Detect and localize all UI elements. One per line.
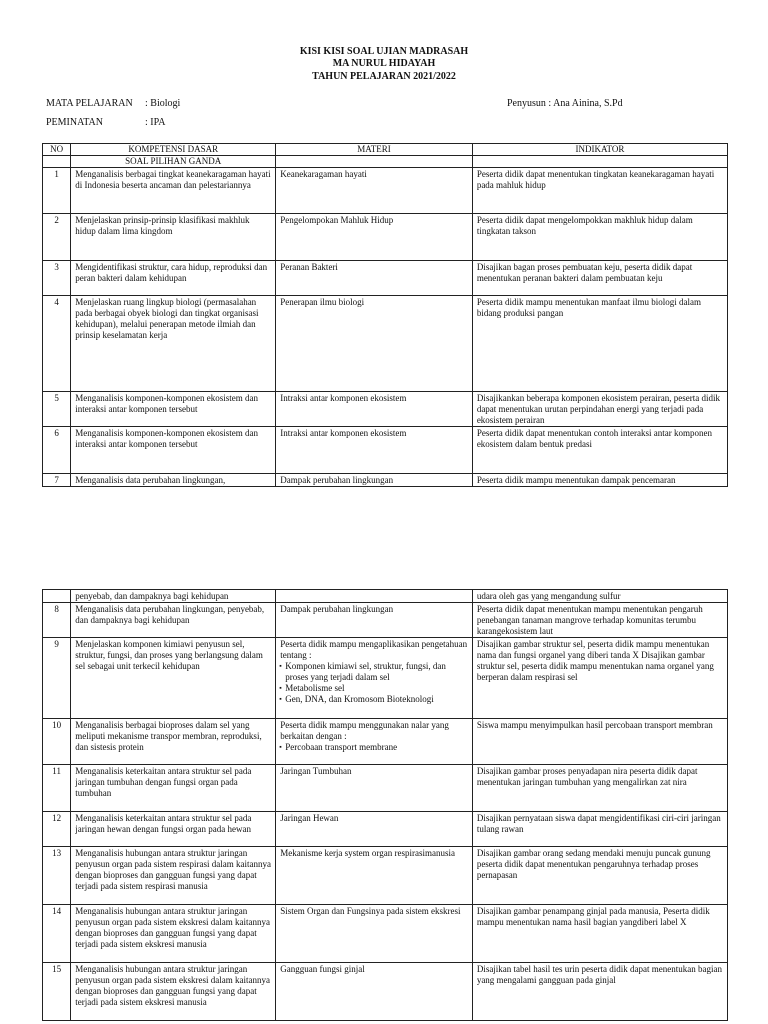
table-row xyxy=(43,474,728,487)
row-kd: Menganalisis berbagai tingkat keanekaragaman hayati di Indonesia beserta ancaman dan pelestariannya xyxy=(71,168,276,214)
table-row xyxy=(43,427,728,474)
header-materi: MATERI xyxy=(276,144,473,156)
row-kd: Menjelaskan prinsip-prinsip klasifikasi makhluk hidup dalam lima kingdom xyxy=(71,214,276,261)
row-indikator: Disajikan gambar struktur sel, peserta didik mampu menentukan nama dan fungsi organel yang diberi tanda X Disajikan gambar struktur sel, peserta didik mampu menentukan nama organel yang berperan dalam respirasi sel xyxy=(472,638,727,719)
row-indikator: Peserta didik dapat menentukan tingkatan keanekaragaman hayati pada mahluk hidup xyxy=(472,168,727,214)
row-indikator: Disajikan tabel hasil tes urin peserta didik dapat menentukan bagian yang mengalami gangguan pada ginjal xyxy=(472,963,727,1021)
row-kd: Menganalisis data perubahan lingkungan, xyxy=(71,474,276,487)
row-no: 11 xyxy=(43,765,71,812)
header-kd: KOMPETENSI DASAR xyxy=(71,144,276,156)
row-no: 1 xyxy=(43,168,71,214)
section-row xyxy=(43,156,728,168)
header-no: NO xyxy=(43,144,71,156)
row-no: 9 xyxy=(43,638,71,719)
row-kd: Menganalisis komponen-komponen ekosistem dan interaksi antar komponen tersebut xyxy=(71,392,276,427)
table-row xyxy=(43,638,728,719)
materi-list xyxy=(280,661,468,705)
row-no: 2 xyxy=(43,214,71,261)
row-kd: Menganalisis keterkaitan antara struktur sel pada jaringan tumbuhan dengan fungsi organ pada tumbuhan xyxy=(71,765,276,812)
subject-value: : Biologi xyxy=(145,98,181,109)
row-materi: Dampak perubahan lingkungan xyxy=(276,474,473,487)
row-indikator: udara oleh gas yang mengandung sulfur xyxy=(472,590,727,603)
table-row xyxy=(43,603,728,638)
row-materi-cell xyxy=(276,719,473,765)
row-materi: Jaringan Tumbuhan xyxy=(276,765,473,812)
row-kd: Menganalisis hubungan antara struktur jaringan penyusun organ pada sistem respirasi dalam kaitannya dengan bioproses dan gangguan fungsi yang dapat terjadi pada sistem respirasi manusia xyxy=(71,847,276,905)
row-materi: Jaringan Hewan xyxy=(276,812,473,847)
list-item: ▪ Komponen kimiawi sel, struktur, fungsi, dan proses yang terjadi dalam sel xyxy=(280,661,468,683)
row-indikator: Disajikan gambar proses penyadapan nira peserta didik dapat menentukan jaringan tumbuhan yang mengalirkan zat nira xyxy=(472,765,727,812)
table-row xyxy=(43,847,728,905)
table-row xyxy=(43,214,728,261)
row-no: 14 xyxy=(43,905,71,963)
row-materi: Penerapan ilmu biologi xyxy=(276,296,473,392)
table-row xyxy=(43,905,728,963)
table-row xyxy=(43,296,728,392)
kisi-table-page1 xyxy=(42,143,728,487)
list-item: ▪ Gen, DNA, dan Kromosom Bioteknologi xyxy=(280,694,468,705)
row-no: 6 xyxy=(43,427,71,474)
table-row xyxy=(43,719,728,765)
row-kd: Menganalisis data perubahan lingkungan, penyebab, dan dampaknya bagi kehidupan xyxy=(71,603,276,638)
author-line: Penyusun : Ana Ainina, S.Pd xyxy=(507,98,623,109)
row-kd: penyebab, dan dampaknya bagi kehidupan xyxy=(71,590,276,603)
row-indikator: Disajikan gambar penampang ginjal pada manusia, Peserta didik mampu menentukan nama hasil bagian yangdiberi label X xyxy=(472,905,727,963)
doc-title-line2: MA NURUL HIDAYAH xyxy=(332,58,436,69)
row-kd: Menganalisis berbagai bioproses dalam sel yang meliputi mekanisme transpor membran, reproduksi, dan sistesis protein xyxy=(71,719,276,765)
major-value: : IPA xyxy=(145,117,166,128)
row-kd: Menganalisis komponen-komponen ekosistem dan interaksi antar komponen tersebut xyxy=(71,427,276,474)
section-label: SOAL PILIHAN GANDA xyxy=(71,156,276,168)
row-materi: Peserta didik mampu menggunakan nalar yang berkaitan dengan : xyxy=(280,720,449,741)
doc-title-line3: TAHUN PELAJARAN 2021/2022 xyxy=(312,71,456,82)
row-indikator: Peserta didik mampu menentukan dampak pencemaran xyxy=(472,474,727,487)
row-no xyxy=(43,590,71,603)
row-no: 8 xyxy=(43,603,71,638)
row-materi: Intraksi antar komponen ekosistem xyxy=(276,392,473,427)
row-kd: Menganalisis hubungan antara struktur jaringan penyusun organ pada sistem ekskresi dalam kaitannya dengan bioproses dan gangguan fungsi yang dapat terjadi pada sistem ekskresi manusia xyxy=(71,905,276,963)
subject-label: MATA PELAJARAN xyxy=(46,98,133,109)
row-materi xyxy=(276,590,473,603)
row-materi: Intraksi antar komponen ekosistem xyxy=(276,427,473,474)
table-row xyxy=(43,812,728,847)
row-no: 12 xyxy=(43,812,71,847)
kisi-table-page2 xyxy=(42,589,728,1021)
row-indikator: Peserta didik dapat mengelompokkan makhluk hidup dalam tingkatan takson xyxy=(472,214,727,261)
materi-list xyxy=(280,742,468,753)
row-no: 10 xyxy=(43,719,71,765)
table-row xyxy=(43,963,728,1021)
table-row xyxy=(43,765,728,812)
row-kd: Menganalisis hubungan antara struktur jaringan penyusun organ pada sistem ekskresi dalam kaitannya dengan bioproses dan gangguan fungsi yang dapat terjadi pada sistem ekskresi manusia xyxy=(71,963,276,1021)
row-no: 7 xyxy=(43,474,71,487)
row-no: 3 xyxy=(43,261,71,296)
table-row xyxy=(43,392,728,427)
row-indikator: Disajikan gambar orang sedang mendaki menuju puncak gunung peserta didik dapat menentukan pengaruhnya terhadap proses pernapasan xyxy=(472,847,727,905)
row-no: 4 xyxy=(43,296,71,392)
header-indikator: INDIKATOR xyxy=(472,144,727,156)
list-item: ▪ Metabolisme sel xyxy=(280,683,468,694)
table-row xyxy=(43,590,728,603)
row-materi: Pengelompokan Mahluk Hidup xyxy=(276,214,473,261)
row-no: 13 xyxy=(43,847,71,905)
doc-title-line1: KISI KISI SOAL UJIAN MADRASAH xyxy=(299,46,469,57)
table-row xyxy=(43,168,728,214)
row-materi: Peserta didik mampu mengaplikasikan pengetahuan tentang : xyxy=(280,639,468,660)
row-no: 15 xyxy=(43,963,71,1021)
row-kd: Mengidentifikasi struktur, cara hidup, reproduksi dan peran bakteri dalam kehidupan xyxy=(71,261,276,296)
row-indikator: Siswa mampu menyimpulkan hasil percobaan transport membran xyxy=(472,719,727,765)
major-label: PEMINATAN xyxy=(46,117,103,128)
table-header-row xyxy=(43,144,728,156)
row-materi: Mekanisme kerja system organ respirasimanusia xyxy=(276,847,473,905)
row-no: 5 xyxy=(43,392,71,427)
row-indikator: Peserta didik dapat menentukan mampu menentukan pengaruh penebangan tanaman mangrove terhadap komunitas terumbu karangekosistem laut xyxy=(472,603,727,638)
row-indikator: Disajikan bagan proses pembuatan keju, peserta didik dapat menentukan peranan bakteri dalam pembuatan keju xyxy=(472,261,727,296)
row-kd: Menjelaskan komponen kimiawi penyusun sel, struktur, fungsi, dan proses yang berlangsung dalam sel sebagai unit terkecil kehidupan xyxy=(71,638,276,719)
row-materi: Sistem Organ dan Fungsinya pada sistem ekskresi xyxy=(276,905,473,963)
row-indikator: Peserta didik mampu menentukan manfaat ilmu biologi dalam bidang produksi pangan xyxy=(472,296,727,392)
table-row xyxy=(43,261,728,296)
row-materi: Keanekaragaman hayati xyxy=(276,168,473,214)
row-indikator: Disajikan pernyataan siswa dapat mengidentifikasi ciri-ciri jaringan tulang rawan xyxy=(472,812,727,847)
row-materi-cell xyxy=(276,638,473,719)
row-indikator: Peserta didik dapat menentukan contoh interaksi antar komponen ekosistem dalam bentuk predasi xyxy=(472,427,727,474)
list-item: ▪ Percobaan transport membrane xyxy=(280,742,468,753)
row-materi: Gangguan fungsi ginjal xyxy=(276,963,473,1021)
row-materi: Peranan Bakteri xyxy=(276,261,473,296)
row-indikator: Disajikankan beberapa komponen ekosistem perairan, peserta didik dapat menentukan urutan perpindahan energi yang terjadi pada ekosistem perairan xyxy=(472,392,727,427)
row-kd: Menjelaskan ruang lingkup biologi (permasalahan pada berbagai obyek biologi dan tingkat organisasi kehidupan), melalui penerapan metode ilmiah dan prinsip keselamatan kerja xyxy=(71,296,276,392)
row-kd: Menganalisis keterkaitan antara struktur sel pada jaringan hewan dengan fungsi organ pada hewan xyxy=(71,812,276,847)
row-materi: Dampak perubahan lingkungan xyxy=(276,603,473,638)
